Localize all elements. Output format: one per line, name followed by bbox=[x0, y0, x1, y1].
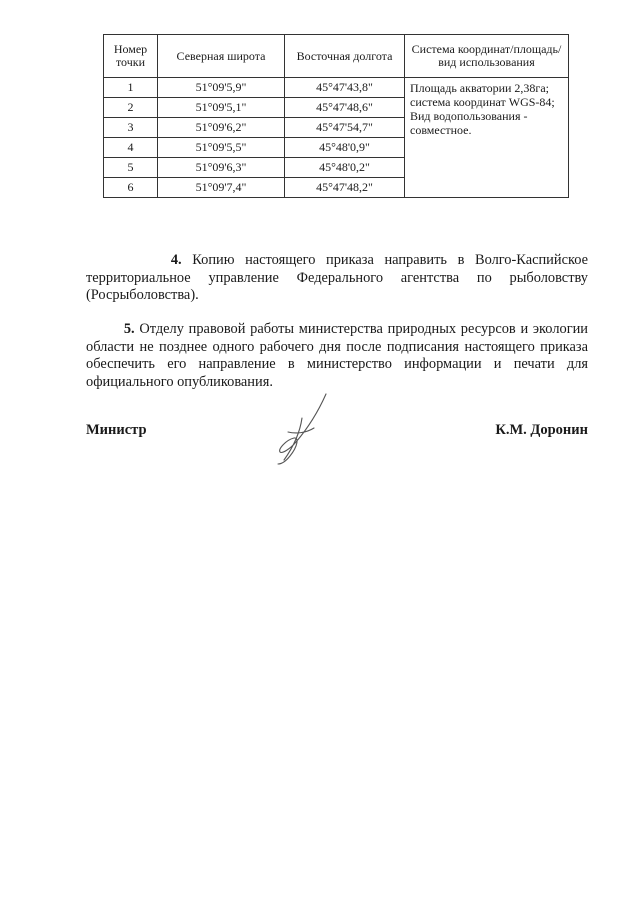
signatory-name: К.М. Доронин bbox=[495, 422, 588, 438]
coordinates-table bbox=[103, 34, 569, 198]
longitude-cell: 45°47'43,8" bbox=[285, 78, 405, 98]
longitude-cell: 45°47'54,7" bbox=[285, 118, 405, 138]
area-text: Площадь акватории 2,38га; bbox=[410, 81, 549, 95]
table-header-row bbox=[104, 35, 569, 78]
system-text: система координат WGS-84; bbox=[410, 95, 555, 109]
header-latitude: Северная широта bbox=[158, 35, 285, 78]
header-point-number: Номер точки bbox=[104, 35, 158, 78]
paragraph-4-text: Копию настоящего приказа направить в Волго-Каспийское территориальное управление Федерального агентства по рыболовству (Росрыболовства). bbox=[86, 252, 588, 303]
header-coordinate-system: Система координат/площадь/вид использования bbox=[405, 35, 569, 78]
longitude-cell: 45°47'48,2" bbox=[285, 178, 405, 198]
signatory-title: Министр bbox=[86, 422, 147, 438]
header-longitude: Восточная долгота bbox=[285, 35, 405, 78]
point-number: 5 bbox=[104, 158, 158, 178]
latitude-cell: 51°09'5,1" bbox=[158, 98, 285, 118]
usage-text: Вид водопользования - совместное. bbox=[410, 109, 528, 137]
system-info-cell bbox=[405, 78, 569, 198]
table-row bbox=[104, 78, 569, 98]
longitude-cell: 45°48'0,2" bbox=[285, 158, 405, 178]
latitude-cell: 51°09'5,9" bbox=[158, 78, 285, 98]
point-number: 4 bbox=[104, 138, 158, 158]
handwritten-signature bbox=[266, 388, 338, 468]
paragraph-4-number: 4. bbox=[170, 252, 182, 268]
longitude-cell: 45°47'48,6" bbox=[285, 98, 405, 118]
latitude-cell: 51°09'5,5" bbox=[158, 138, 285, 158]
paragraph-5 bbox=[86, 321, 588, 391]
point-number: 2 bbox=[104, 98, 158, 118]
paragraph-4 bbox=[86, 252, 588, 305]
longitude-cell: 45°48'0,9" bbox=[285, 138, 405, 158]
paragraph-5-text: Отделу правовой работы министерства природных ресурсов и экологии области не позднее одного рабочего дня после подписания настоящего приказа обеспечить его направление в министерство информации и печати для официального опубликования. bbox=[86, 321, 588, 390]
point-number: 6 bbox=[104, 178, 158, 198]
latitude-cell: 51°09'6,2" bbox=[158, 118, 285, 138]
latitude-cell: 51°09'6,3" bbox=[158, 158, 285, 178]
point-number: 3 bbox=[104, 118, 158, 138]
point-number: 1 bbox=[104, 78, 158, 98]
latitude-cell: 51°09'7,4" bbox=[158, 178, 285, 198]
paragraph-5-number: 5. bbox=[123, 321, 135, 337]
